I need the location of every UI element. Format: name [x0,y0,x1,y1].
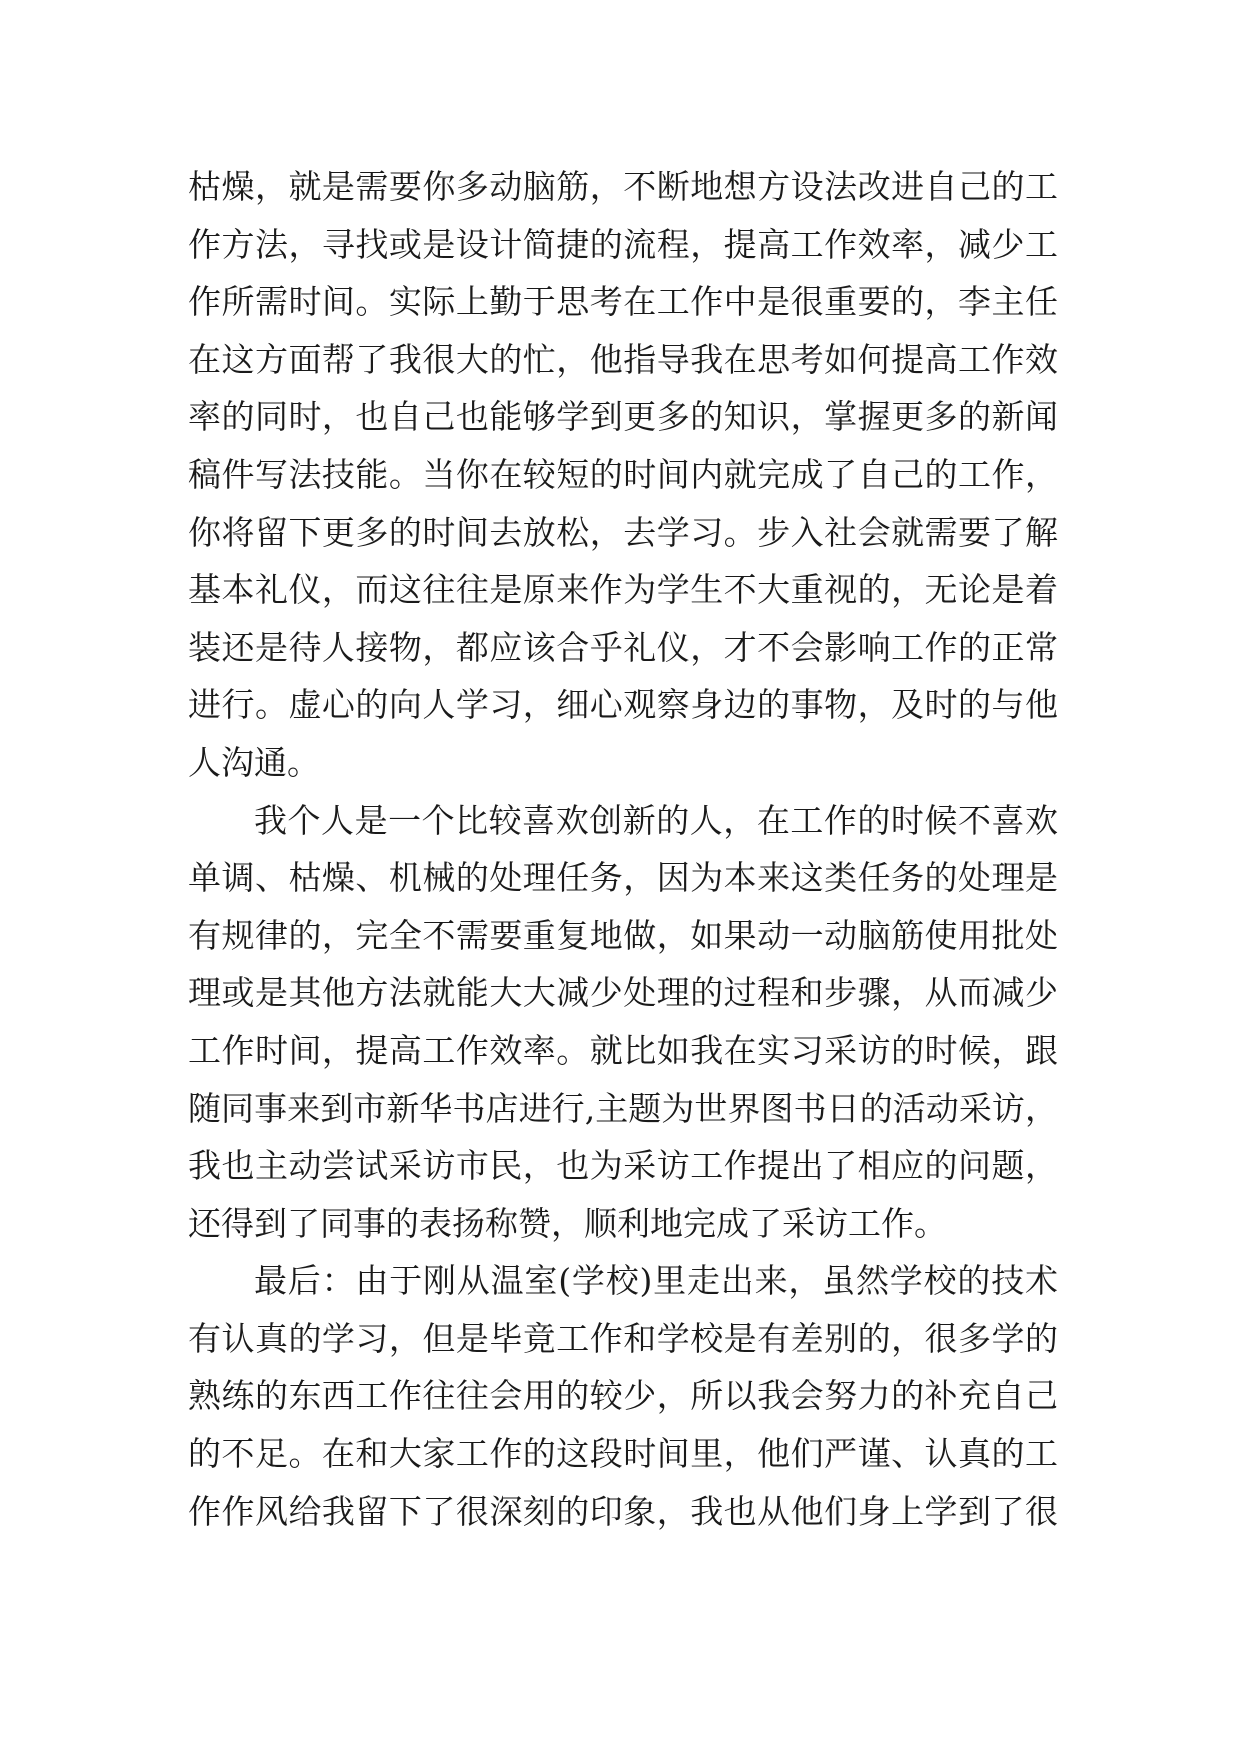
text-line: 熟练的东西工作往往会用的较少，所以我会努力的补充自己 [188,1376,1058,1416]
text-line: 理或是其他方法就能大大减少处理的过程和步骤，从而减少 [188,973,1058,1013]
text-line: 有认真的学习，但是毕竟工作和学校是有差别的，很多学的 [188,1318,1058,1358]
text-line: 有规律的，完全不需要重复地做，如果动一动脑筋使用批处 [188,915,1058,955]
text-line: 你将留下更多的时间去放松，去学习。步入社会就需要了解 [188,512,1058,552]
text-line: 在这方面帮了我很大的忙，他指导我在思考如何提高工作效 [188,339,1058,379]
text-line: 还得到了同事的表扬称赞，顺利地完成了采访工作。 [188,1203,947,1243]
text-line: 工作时间，提高工作效率。就比如我在实习采访的时候，跟 [188,1030,1058,1070]
text-line: 率的同时，也自己也能够学到更多的知识，掌握更多的新闻 [188,397,1058,437]
text-line: 装还是待人接物，都应该合乎礼仪，才不会影响工作的正常 [188,627,1058,667]
text-line: 稿件写法技能。当你在较短的时间内就完成了自己的工作， [188,454,1058,494]
text-line: 基本礼仪，而这往往是原来作为学生不大重视的，无论是着 [188,570,1058,610]
body-text [188,158,1058,1540]
text-line: 作所需时间。实际上勤于思考在工作中是很重要的，李主任 [188,282,1058,322]
text-line: 作作风给我留下了很深刻的印象，我也从他们身上学到了很 [188,1491,1058,1531]
text-line: 我也主动尝试采访市民，也为采访工作提出了相应的问题， [188,1146,1058,1186]
paragraph-start-line: 最后：由于刚从温室(学校)里走出来，虽然学校的技术 [254,1261,1058,1301]
text-line: 单调、枯燥、机械的处理任务，因为本来这类任务的处理是 [188,858,1058,898]
text-line: 的不足。在和大家工作的这段时间里，他们严谨、认真的工 [188,1434,1058,1474]
paragraph-start-line: 我个人是一个比较喜欢创新的人，在工作的时候不喜欢 [254,800,1058,840]
text-line: 枯燥，就是需要你多动脑筋，不断地想方设法改进自己的工 [188,167,1058,206]
text-line: 进行。虚心的向人学习，细心观察身边的事物，及时的与他 [188,685,1058,725]
text-line: 随同事来到市新华书店进行,主题为世界图书日的活动采访， [188,1088,1058,1128]
text-line: 人沟通。 [188,742,320,782]
text-line: 作方法，寻找或是设计简捷的流程，提高工作效率，减少工 [188,224,1058,264]
